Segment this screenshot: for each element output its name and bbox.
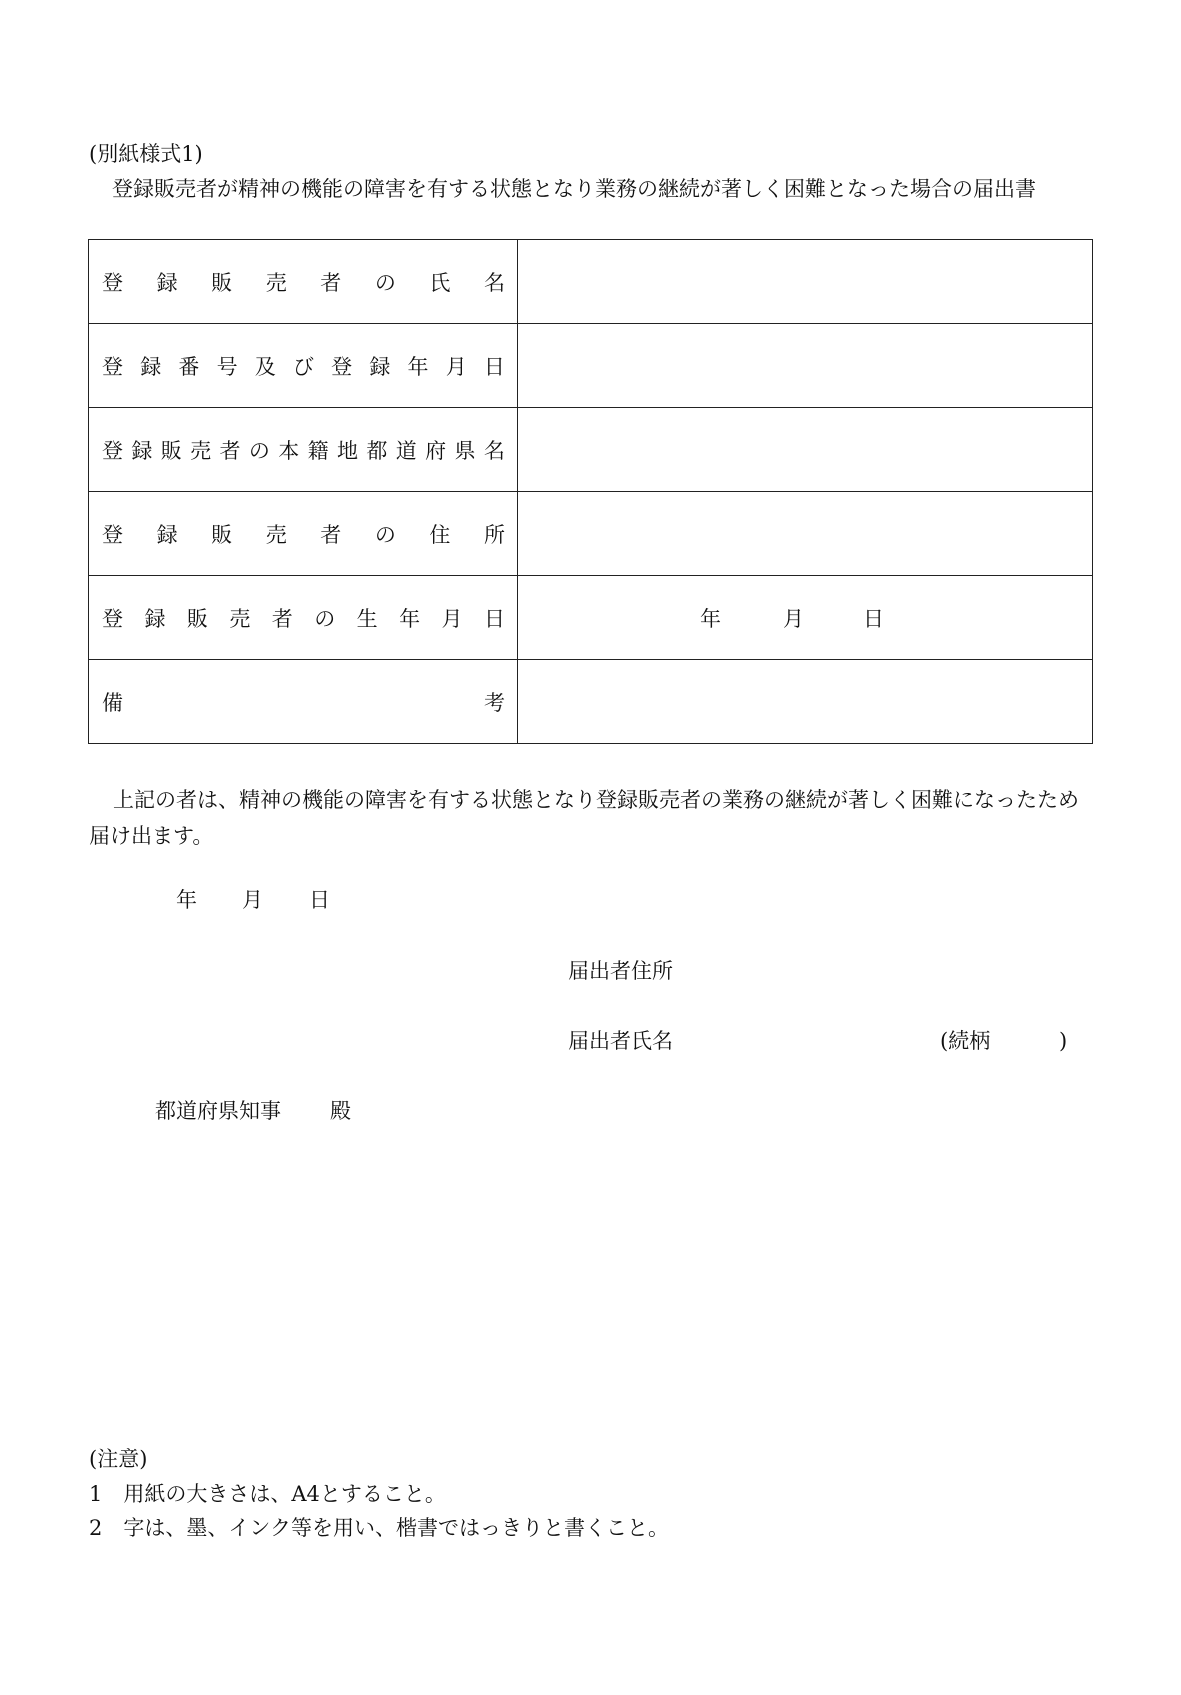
applicant-name-label: 届出者氏名 xyxy=(568,1029,673,1053)
applicant-address-label: 届出者住所 xyxy=(568,959,673,983)
label-char: 録 xyxy=(156,522,178,547)
label-char: 売 xyxy=(229,606,251,631)
label-char: の xyxy=(374,270,396,295)
label-char: 月 xyxy=(441,606,463,631)
label-char: 所 xyxy=(483,522,505,547)
label-char: 録 xyxy=(131,438,153,463)
label-char: 販 xyxy=(160,438,182,463)
label-char: 日 xyxy=(483,606,505,631)
form-reference: (別紙様式1) xyxy=(89,142,203,166)
date-month-label: 月 xyxy=(242,888,263,912)
label-char: 販 xyxy=(186,606,208,631)
table-row xyxy=(89,408,1093,492)
label-char: 者 xyxy=(219,438,241,463)
label-char: 名 xyxy=(483,270,505,295)
declaration-text: 上記の者は、精神の機能の障害を有する状態となり登録販売者の業務の継続が著しく困難になったため届け出ます。 xyxy=(89,788,1079,848)
table-row xyxy=(89,240,1093,324)
label-char: 考 xyxy=(484,690,505,715)
label-char: 日 xyxy=(483,354,505,379)
document-title: 登録販売者が精神の機能の障害を有する状態となり業務の継続が著しく困難となった場合の届出書 xyxy=(112,177,1036,201)
label-char: 販 xyxy=(211,522,233,547)
label-char: 住 xyxy=(429,522,451,547)
label-char: び xyxy=(292,354,314,379)
label-char: の xyxy=(248,438,270,463)
label-char: 者 xyxy=(271,606,293,631)
label-cell xyxy=(89,660,518,744)
table-row xyxy=(89,492,1093,576)
label-char: 売 xyxy=(190,438,212,463)
label-char: 録 xyxy=(144,606,166,631)
label-char: 備 xyxy=(102,690,123,715)
label-char: 登 xyxy=(102,354,123,379)
label-char: の xyxy=(374,522,396,547)
label-char: 録 xyxy=(156,270,178,295)
label-char: 府 xyxy=(425,438,447,463)
birth-month-label: 月 xyxy=(783,606,804,631)
label-cell xyxy=(89,492,518,576)
label-char: 年 xyxy=(407,354,429,379)
label-char: 氏 xyxy=(429,270,451,295)
label-char: 登 xyxy=(102,270,123,295)
note-item: 1 用紙の大きさは、A4とすること。 xyxy=(89,1482,446,1506)
label-char: 年 xyxy=(399,606,421,631)
label-char: の xyxy=(314,606,336,631)
birth-day-label: 日 xyxy=(863,606,884,631)
label-cell xyxy=(89,240,518,324)
label-char: 売 xyxy=(265,522,287,547)
relationship-label: (続柄 xyxy=(940,1029,991,1053)
registration-info-table xyxy=(88,239,1093,744)
birth-date-field[interactable] xyxy=(518,576,1093,660)
note-item: 2 字は、墨、インク等を用い、楷書ではっきりと書くこと。 xyxy=(89,1516,669,1540)
label-char: 登 xyxy=(102,522,123,547)
label-char: 者 xyxy=(320,522,342,547)
label-char: 県 xyxy=(454,438,476,463)
label-char: 登 xyxy=(331,354,353,379)
label-char: 籍 xyxy=(307,438,329,463)
label-char: 録 xyxy=(369,354,391,379)
label-char: 者 xyxy=(320,270,342,295)
addressee: 都道府県知事 xyxy=(155,1099,281,1123)
label-char: 売 xyxy=(265,270,287,295)
remarks-field[interactable] xyxy=(518,660,1093,744)
date-day-label: 日 xyxy=(309,888,330,912)
label-chars xyxy=(102,687,505,717)
registration-info-table-body xyxy=(89,240,1093,744)
label-char: 地 xyxy=(337,438,358,463)
registrant-address-field[interactable] xyxy=(518,492,1093,576)
notes-heading: (注意) xyxy=(89,1447,148,1471)
label-char: 本 xyxy=(278,438,300,463)
registration-number-date-field[interactable] xyxy=(518,324,1093,408)
birth-year-label: 年 xyxy=(700,606,721,631)
label-cell xyxy=(89,576,518,660)
label-char: 登 xyxy=(102,438,123,463)
registrant-name-field[interactable] xyxy=(518,240,1093,324)
label-char: 録 xyxy=(140,354,162,379)
label-cell xyxy=(89,324,518,408)
table-row xyxy=(89,660,1093,744)
label-char: 名 xyxy=(483,438,505,463)
label-char: 月 xyxy=(445,354,467,379)
label-chars xyxy=(102,603,505,633)
label-char: 番 xyxy=(178,354,200,379)
label-char: 道 xyxy=(395,438,417,463)
label-cell xyxy=(89,408,518,492)
label-char: 都 xyxy=(366,438,388,463)
domicile-prefecture-field[interactable] xyxy=(518,408,1093,492)
table-row xyxy=(89,576,1093,660)
label-char: 号 xyxy=(216,354,238,379)
label-char: 登 xyxy=(102,606,123,631)
label-chars xyxy=(102,519,505,549)
label-char: 生 xyxy=(356,606,378,631)
label-chars xyxy=(102,267,505,297)
addressee-honorific: 殿 xyxy=(330,1099,351,1123)
label-chars xyxy=(102,435,505,465)
relationship-close-paren: ) xyxy=(1059,1029,1068,1053)
table-row xyxy=(89,324,1093,408)
label-chars xyxy=(102,351,505,381)
label-char: 及 xyxy=(254,354,276,379)
date-year-label: 年 xyxy=(176,888,197,912)
label-char: 販 xyxy=(211,270,233,295)
